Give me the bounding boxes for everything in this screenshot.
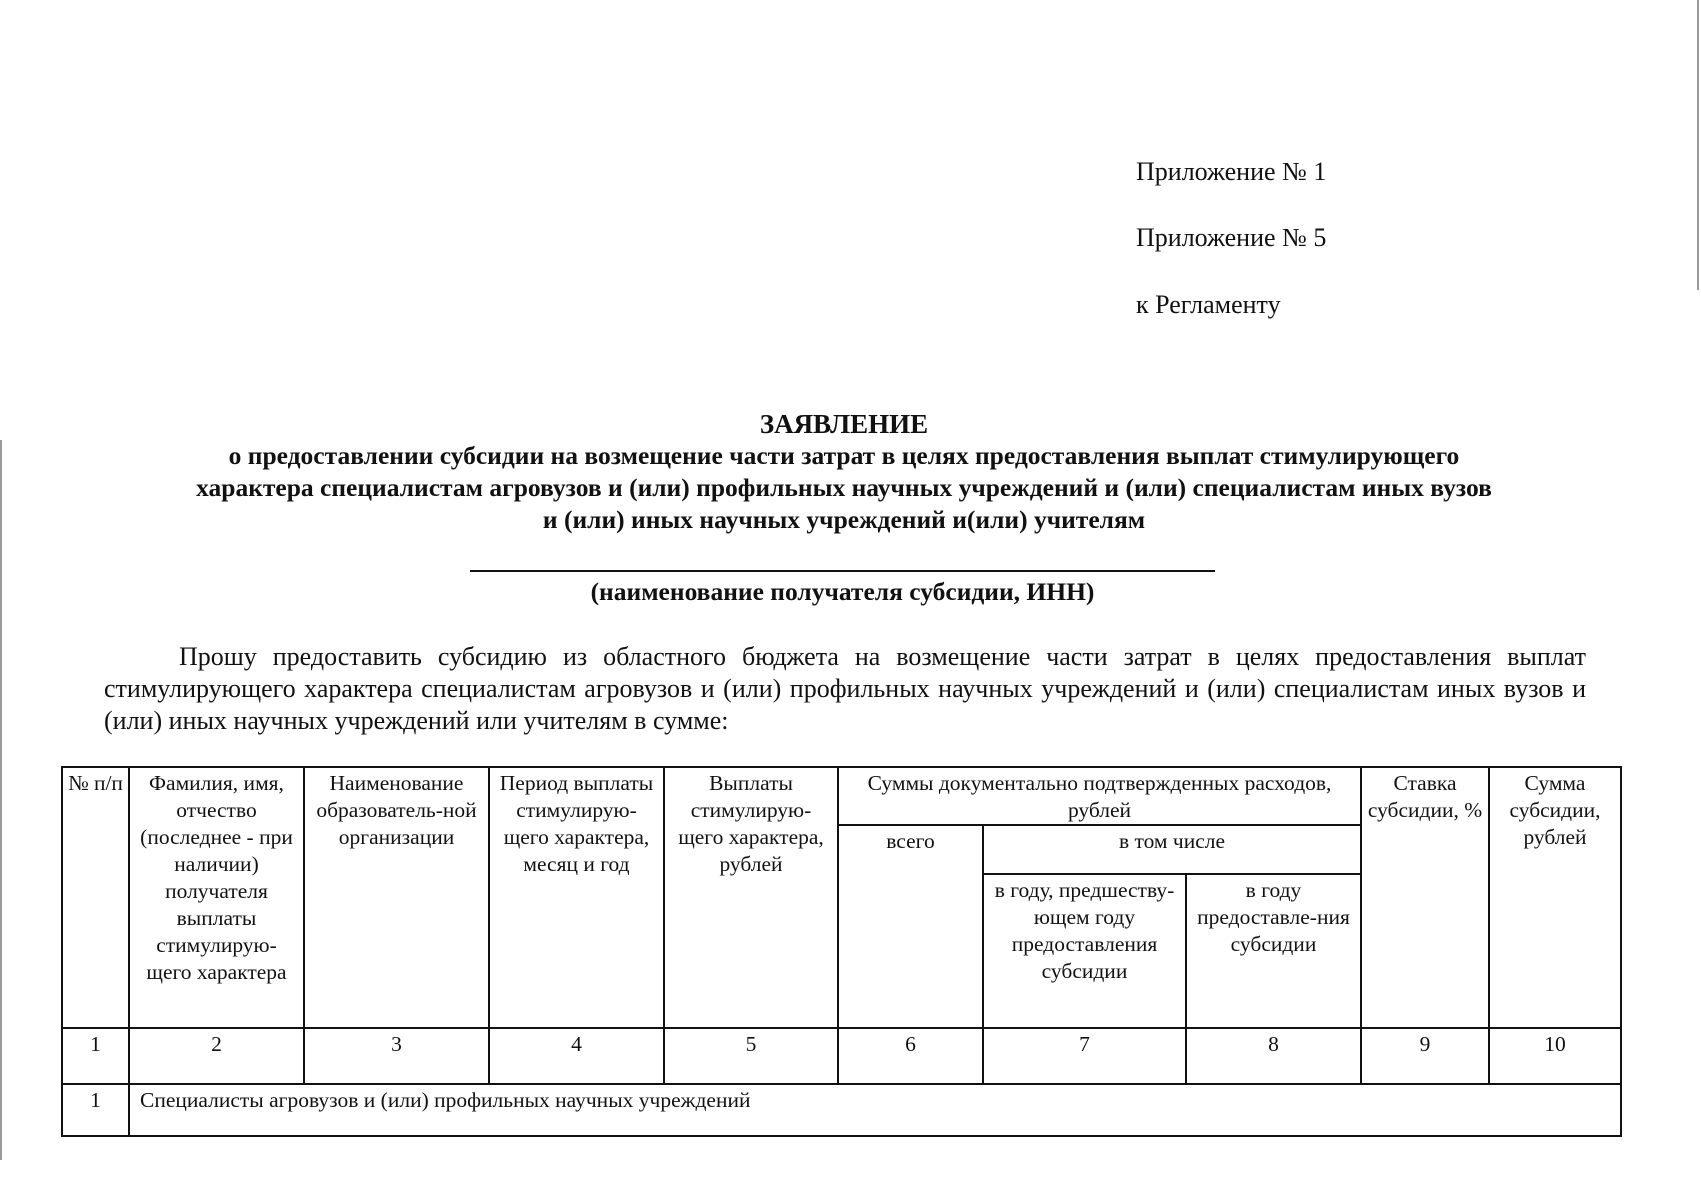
annex-line-3: к Регламенту [1136, 290, 1281, 319]
column-number: 1 [62, 1028, 129, 1084]
header-expenses: Суммы документально подтвержденных расходов, рублей [838, 767, 1361, 825]
header-name: Фамилия, имя, отчество (последнее - при наличии) получателя выплаты стимулирую-щего характера [129, 767, 304, 1028]
column-number-row [62, 1028, 1621, 1084]
column-number: 2 [129, 1028, 304, 1084]
header-including: в том числе [983, 825, 1361, 874]
annex-line-2: Приложение № 5 [1136, 223, 1327, 252]
column-number: 3 [304, 1028, 489, 1084]
title-line-2: характера специалистам агровузов и (или) профильных научных учреждений и (или) специалистам иных вузов [196, 473, 1492, 502]
section-title: Специалисты агровузов и (или) профильных научных учреждений [129, 1084, 1621, 1136]
column-number: 7 [983, 1028, 1186, 1084]
recipient-caption: (наименование получателя субсидии, ИНН) [590, 577, 1095, 606]
header-rate: Ставка субсидии, % [1361, 767, 1489, 1028]
subsidy-table [61, 766, 1622, 1137]
scan-edge-left [0, 440, 2, 1160]
recipient-name-line[interactable] [470, 570, 1215, 572]
header-grant-year: в году предоставле-ния субсидии [1186, 874, 1361, 1028]
header-num: № п/п [62, 767, 129, 1028]
annex-line-1: Приложение № 1 [1136, 157, 1327, 186]
column-number: 9 [1361, 1028, 1489, 1084]
request-paragraph: Прошу предоставить субсидию из областного бюджета на возмещение части затрат в целях предоставления выплат стимулирующего характера специалистам агровузов и (или) профильных научных учреждений и (или) специалистам иных вузов и (или) иных научных учреждений или учителям в сумме: [104, 642, 1586, 735]
header-total: всего [838, 825, 983, 1028]
column-number: 10 [1489, 1028, 1621, 1084]
document-title [100, 408, 1588, 536]
scan-edge-right [1697, 0, 1699, 290]
column-number: 5 [664, 1028, 838, 1084]
header-payments: Выплаты стимулирую-щего характера, рублей [664, 767, 838, 1028]
section-num: 1 [62, 1084, 129, 1136]
column-number: 4 [489, 1028, 664, 1084]
header-sum: Сумма субсидии, рублей [1489, 767, 1621, 1028]
section-row [62, 1084, 1621, 1136]
header-prev-year: в году, предшеству-ющем году предоставления субсидии [983, 874, 1186, 1028]
header-org: Наименование образователь-ной организации [304, 767, 489, 1028]
column-number: 8 [1186, 1028, 1361, 1084]
column-number: 6 [838, 1028, 983, 1084]
title-line-3: и (или) иных научных учреждений и(или) учителям [542, 505, 1146, 534]
title-main: ЗАЯВЛЕНИЕ [759, 409, 929, 439]
header-period: Период выплаты стимулирую-щего характера, месяц и год [489, 767, 664, 1028]
title-line-1: о предоставлении субсидии на возмещение части затрат в целях предоставления выплат стимулирующего [228, 441, 1460, 470]
